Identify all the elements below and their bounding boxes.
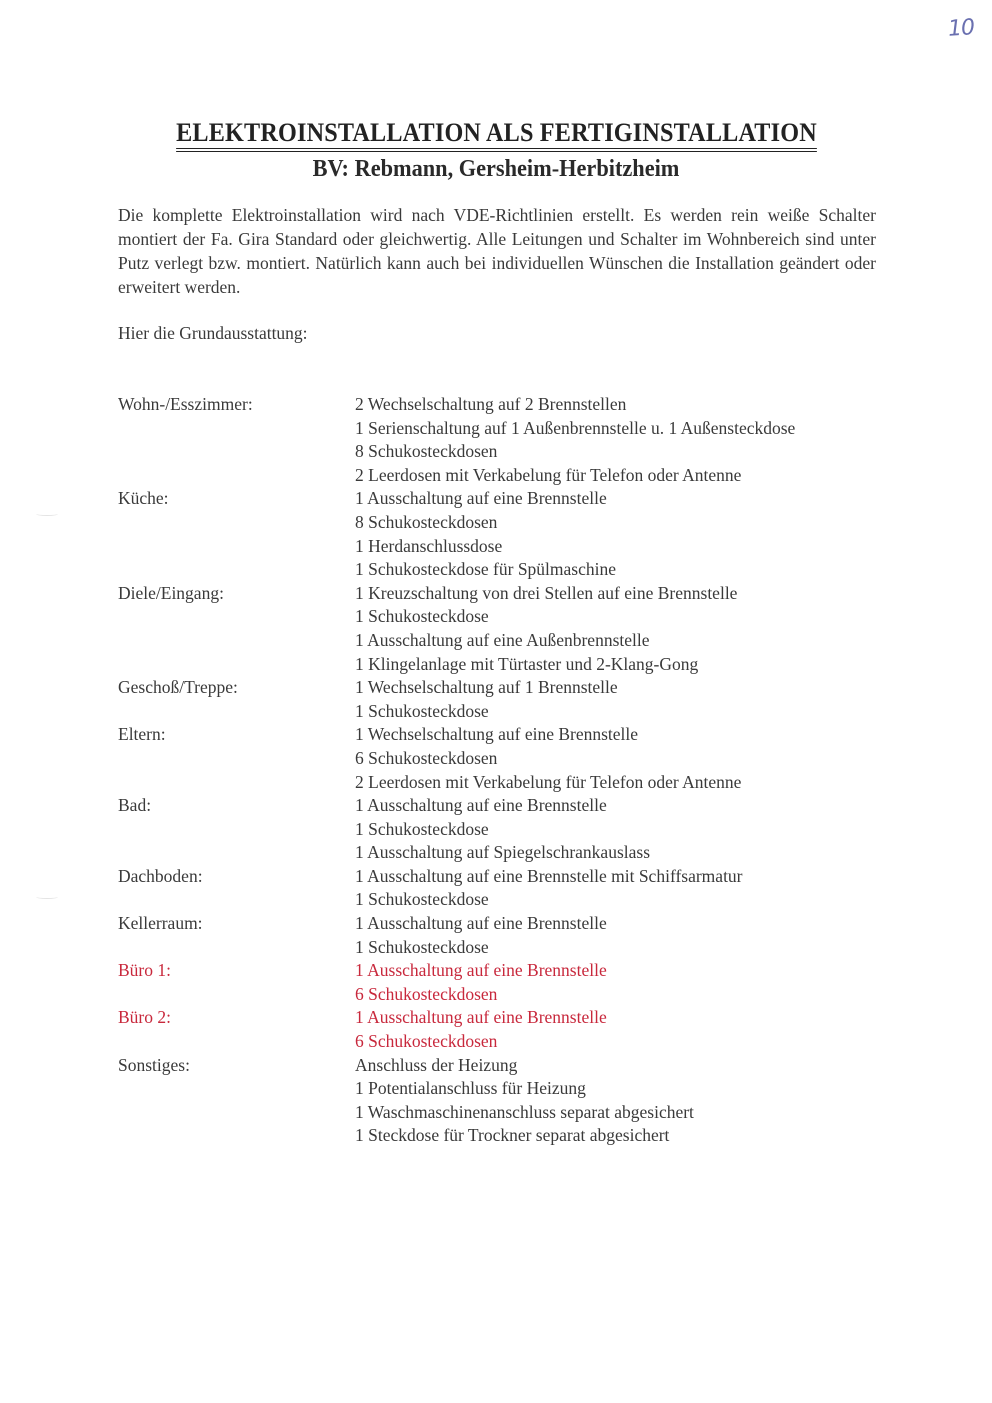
room-section-buero-1 — [118, 959, 898, 1006]
equipment-item: 1 Kreuzschaltung von drei Stellen auf eine Brennstelle — [355, 582, 738, 603]
punch-hole-mark — [36, 512, 58, 516]
room-equipment-list — [118, 393, 898, 1148]
equipment-item-highlighted: 6 Schukosteckdosen — [355, 983, 498, 1004]
equipment-item-highlighted: 1 Ausschaltung auf eine Brennstelle — [355, 960, 607, 981]
room-label-highlighted: Büro 1: — [118, 960, 171, 981]
room-label: Geschoß/Treppe: — [118, 677, 238, 698]
room-section-eltern — [118, 723, 898, 794]
room-section-dachboden — [118, 865, 898, 912]
equipment-item: 1 Schukosteckdose — [355, 889, 489, 910]
equipment-item: 1 Schukosteckdose — [355, 818, 489, 839]
equipment-item-highlighted: 6 Schukosteckdosen — [355, 1031, 498, 1052]
equipment-item: 1 Wechselschaltung auf 1 Brennstelle — [355, 677, 618, 698]
equipment-item-highlighted: 1 Ausschaltung auf eine Brennstelle — [355, 1007, 607, 1028]
room-label: Dachboden: — [118, 865, 203, 886]
equipment-item: 1 Ausschaltung auf eine Brennstelle — [355, 795, 607, 816]
room-label: Küche: — [118, 488, 169, 509]
equipment-item: 1 Wechselschaltung auf eine Brennstelle — [355, 724, 639, 745]
punch-hole-mark — [36, 895, 58, 899]
equipment-item: 1 Potentialanschluss für Heizung — [355, 1078, 586, 1099]
equipment-item: 6 Schukosteckdosen — [355, 747, 498, 768]
equipment-item: 1 Schukosteckdose — [355, 700, 489, 721]
room-section-kueche — [118, 487, 898, 581]
equipment-item: 1 Schukosteckdose für Spülmaschine — [355, 559, 616, 580]
intro-paragraph: Die komplette Elektroinstallation wird nach VDE-Richtlinien erstellt. Es werden rein weiße Schalter montiert der Fa. Gira Standard oder gleichwertig. Alle Leitungen und Schalter im Wohnbereich sind unter Putz verlegt bzw. montiert. Natürlich kann auch bei individuellen Wünschen die Installation geändert oder erweitert werden. — [118, 205, 876, 297]
room-section-geschoss-treppe — [118, 676, 898, 723]
equipment-item: 1 Ausschaltung auf eine Brennstelle — [355, 913, 607, 934]
document-header — [0, 118, 992, 184]
equipment-item: 1 Ausschaltung auf eine Außenbrennstelle — [355, 629, 650, 650]
equipment-item: 1 Ausschaltung auf eine Brennstelle — [355, 488, 607, 509]
room-label: Sonstiges: — [118, 1054, 190, 1075]
room-section-sonstiges — [118, 1054, 898, 1148]
equipment-item: 1 Schukosteckdose — [355, 606, 489, 627]
room-section-diele-eingang — [118, 582, 898, 676]
list-lead-text: Hier die Grundausstattung: — [118, 323, 308, 343]
room-label: Bad: — [118, 795, 152, 816]
room-section-wohn-esszimmer — [118, 393, 898, 487]
equipment-item: 1 Serienschaltung auf 1 Außenbrennstelle u. 1 Außensteckdose — [355, 417, 796, 438]
equipment-item: 1 Ausschaltung auf eine Brennstelle mit Schiffsarmatur — [355, 865, 743, 886]
room-label: Kellerraum: — [118, 913, 203, 934]
equipment-item: 1 Herdanschlussdose — [355, 535, 503, 556]
document-title: ELEKTROINSTALLATION ALS FERTIGINSTALLATION — [176, 118, 817, 152]
equipment-item: 1 Klingelanlage mit Türtaster und 2-Klang-Gong — [355, 653, 699, 674]
equipment-item: 1 Steckdose für Trockner separat abgesichert — [355, 1125, 670, 1146]
room-section-buero-2 — [118, 1006, 898, 1053]
equipment-item: 2 Wechselschaltung auf 2 Brennstellen — [355, 394, 627, 414]
equipment-item: 1 Schukosteckdose — [355, 936, 489, 957]
equipment-item: Anschluss der Heizung — [355, 1054, 518, 1075]
equipment-item: 8 Schukosteckdosen — [355, 511, 498, 532]
equipment-item: 8 Schukosteckdosen — [355, 441, 498, 462]
equipment-item: 2 Leerdosen mit Verkabelung für Telefon oder Antenne — [355, 771, 742, 792]
room-label: Eltern: — [118, 724, 166, 745]
room-label-highlighted: Büro 2: — [118, 1007, 171, 1028]
document-subtitle: BV: Rebmann, Gersheim-Herbitzheim — [312, 156, 680, 182]
room-section-bad — [118, 794, 898, 865]
equipment-item: 1 Ausschaltung auf Spiegelschrankauslass — [355, 842, 651, 863]
room-section-kellerraum — [118, 912, 898, 959]
equipment-item: 1 Waschmaschinenanschluss separat abgesichert — [355, 1101, 694, 1122]
equipment-item: 2 Leerdosen mit Verkabelung für Telefon oder Antenne — [355, 464, 742, 485]
room-label: Wohn-/Esszimmer: — [118, 394, 253, 414]
handwritten-page-number: 10 — [947, 15, 975, 42]
room-label: Diele/Eingang: — [118, 582, 224, 603]
